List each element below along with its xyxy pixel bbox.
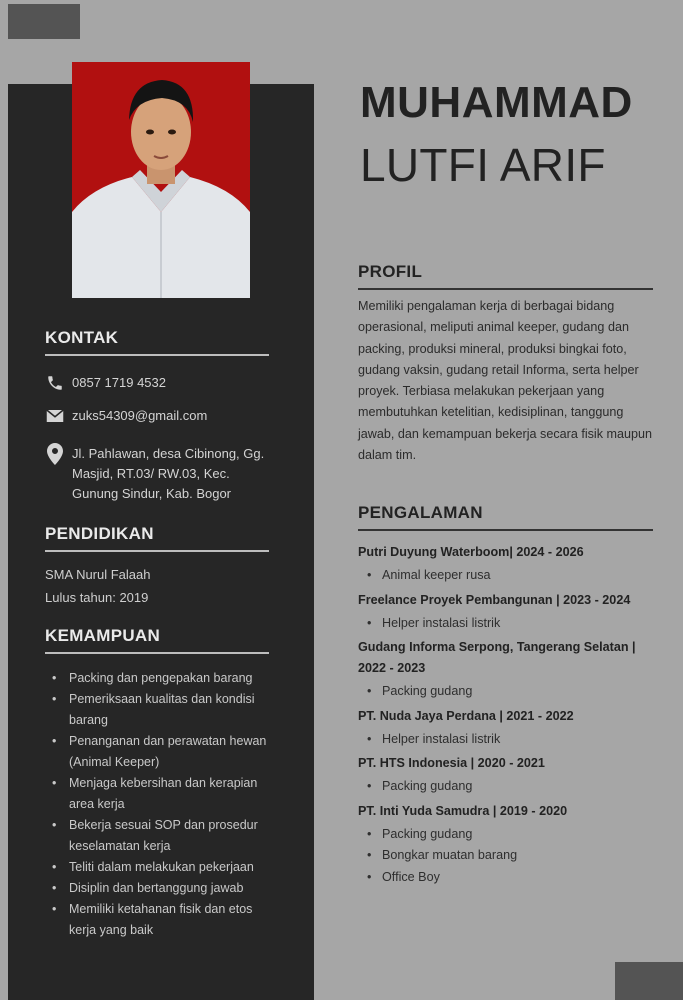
corner-decoration-bottom	[615, 962, 683, 1000]
task-item: • Helper instalasi listrik	[358, 613, 658, 635]
phone-icon	[45, 373, 65, 393]
skills-list	[52, 668, 282, 941]
job-tasks	[358, 681, 658, 703]
job-tasks	[358, 729, 658, 751]
skill-item: • Memiliki ketahanan fisik dan etos kerja yang baik	[52, 899, 282, 941]
contact-heading: KONTAK	[45, 328, 269, 356]
corner-decoration-top	[8, 4, 80, 39]
task-item: • Packing gudang	[358, 681, 658, 703]
job-tasks	[358, 824, 658, 889]
job-tasks	[358, 565, 658, 587]
experience-list	[358, 542, 658, 891]
education-heading: PENDIDIKAN	[45, 524, 269, 552]
job-title: Gudang Informa Serpong, Tangerang Selatan | 2022 - 2023	[358, 640, 636, 675]
job-title: PT. HTS Indonesia | 2020 - 2021	[358, 756, 545, 770]
task-item: • Office Boy	[358, 867, 658, 889]
task-item: • Animal keeper rusa	[358, 565, 658, 587]
email-address: zuks54309@gmail.com	[72, 408, 208, 423]
school-name: SMA Nurul Falaah	[45, 567, 151, 582]
name-last: LUTFI ARIF	[360, 139, 606, 191]
contact-phone	[45, 373, 275, 393]
address-text: Jl. Pahlawan, desa Cibinong, Gg. Masjid, RT.03/ RW.03, Kec. Gunung Sindur, Kab. Bogor	[72, 446, 265, 501]
phone-number: 0857 1719 4532	[72, 375, 166, 390]
profile-heading: PROFIL	[358, 262, 653, 290]
job-title: PT. Nuda Jaya Perdana | 2021 - 2022	[358, 708, 574, 723]
graduation-year: Lulus tahun: 2019	[45, 590, 149, 605]
skills-heading: KEMAMPUAN	[45, 626, 269, 654]
contact-email	[45, 406, 275, 426]
location-pin-icon	[45, 444, 65, 464]
job-title: PT. Inti Yuda Samudra | 2019 - 2020	[358, 803, 568, 818]
name-first: MUHAMMAD	[360, 78, 633, 127]
skill-item: • Teliti dalam melakukan pekerjaan	[52, 857, 282, 878]
task-item: • Helper instalasi listrik	[358, 729, 658, 751]
job-title: Freelance Proyek Pembangunan | 2023 - 2024	[358, 592, 631, 607]
skill-item: • Pemeriksaan kualitas dan kondisi barang	[52, 689, 282, 731]
mail-icon	[45, 406, 65, 426]
job-tasks	[358, 613, 658, 635]
skill-item: • Disiplin dan bertanggung jawab	[52, 878, 282, 899]
contact-address	[45, 444, 275, 504]
skill-item: • Penanganan dan perawatan hewan (Animal Keeper)	[52, 731, 282, 773]
job-title: Putri Duyung Waterboom| 2024 - 2026	[358, 545, 584, 559]
profile-text: Memiliki pengalaman kerja di berbagai bidang operasional, meliputi animal keeper, gudang dan packing, produksi mineral, produksi bingkai foto, gudang vaksin, gudang retail Informa, serta helper proyek. Terbiasa melakukan pekerjaan yang membutuhkan ketelitian, kedisiplinan, tanggung jawab, dan kemampuan bekerja secara fisik maupun dalam tim.	[358, 299, 653, 463]
experience-heading: PENGALAMAN	[358, 503, 653, 531]
skill-item: • Packing dan pengepakan barang	[52, 668, 282, 689]
task-item: • Bongkar muatan barang	[358, 845, 658, 867]
skill-item: • Menjaga kebersihan dan kerapian area kerja	[52, 773, 282, 815]
task-item: • Packing gudang	[358, 824, 658, 846]
profile-photo	[72, 62, 250, 298]
job-tasks	[358, 776, 658, 798]
skill-item: • Bekerja sesuai SOP dan prosedur keselamatan kerja	[52, 815, 282, 857]
task-item: • Packing gudang	[358, 776, 658, 798]
